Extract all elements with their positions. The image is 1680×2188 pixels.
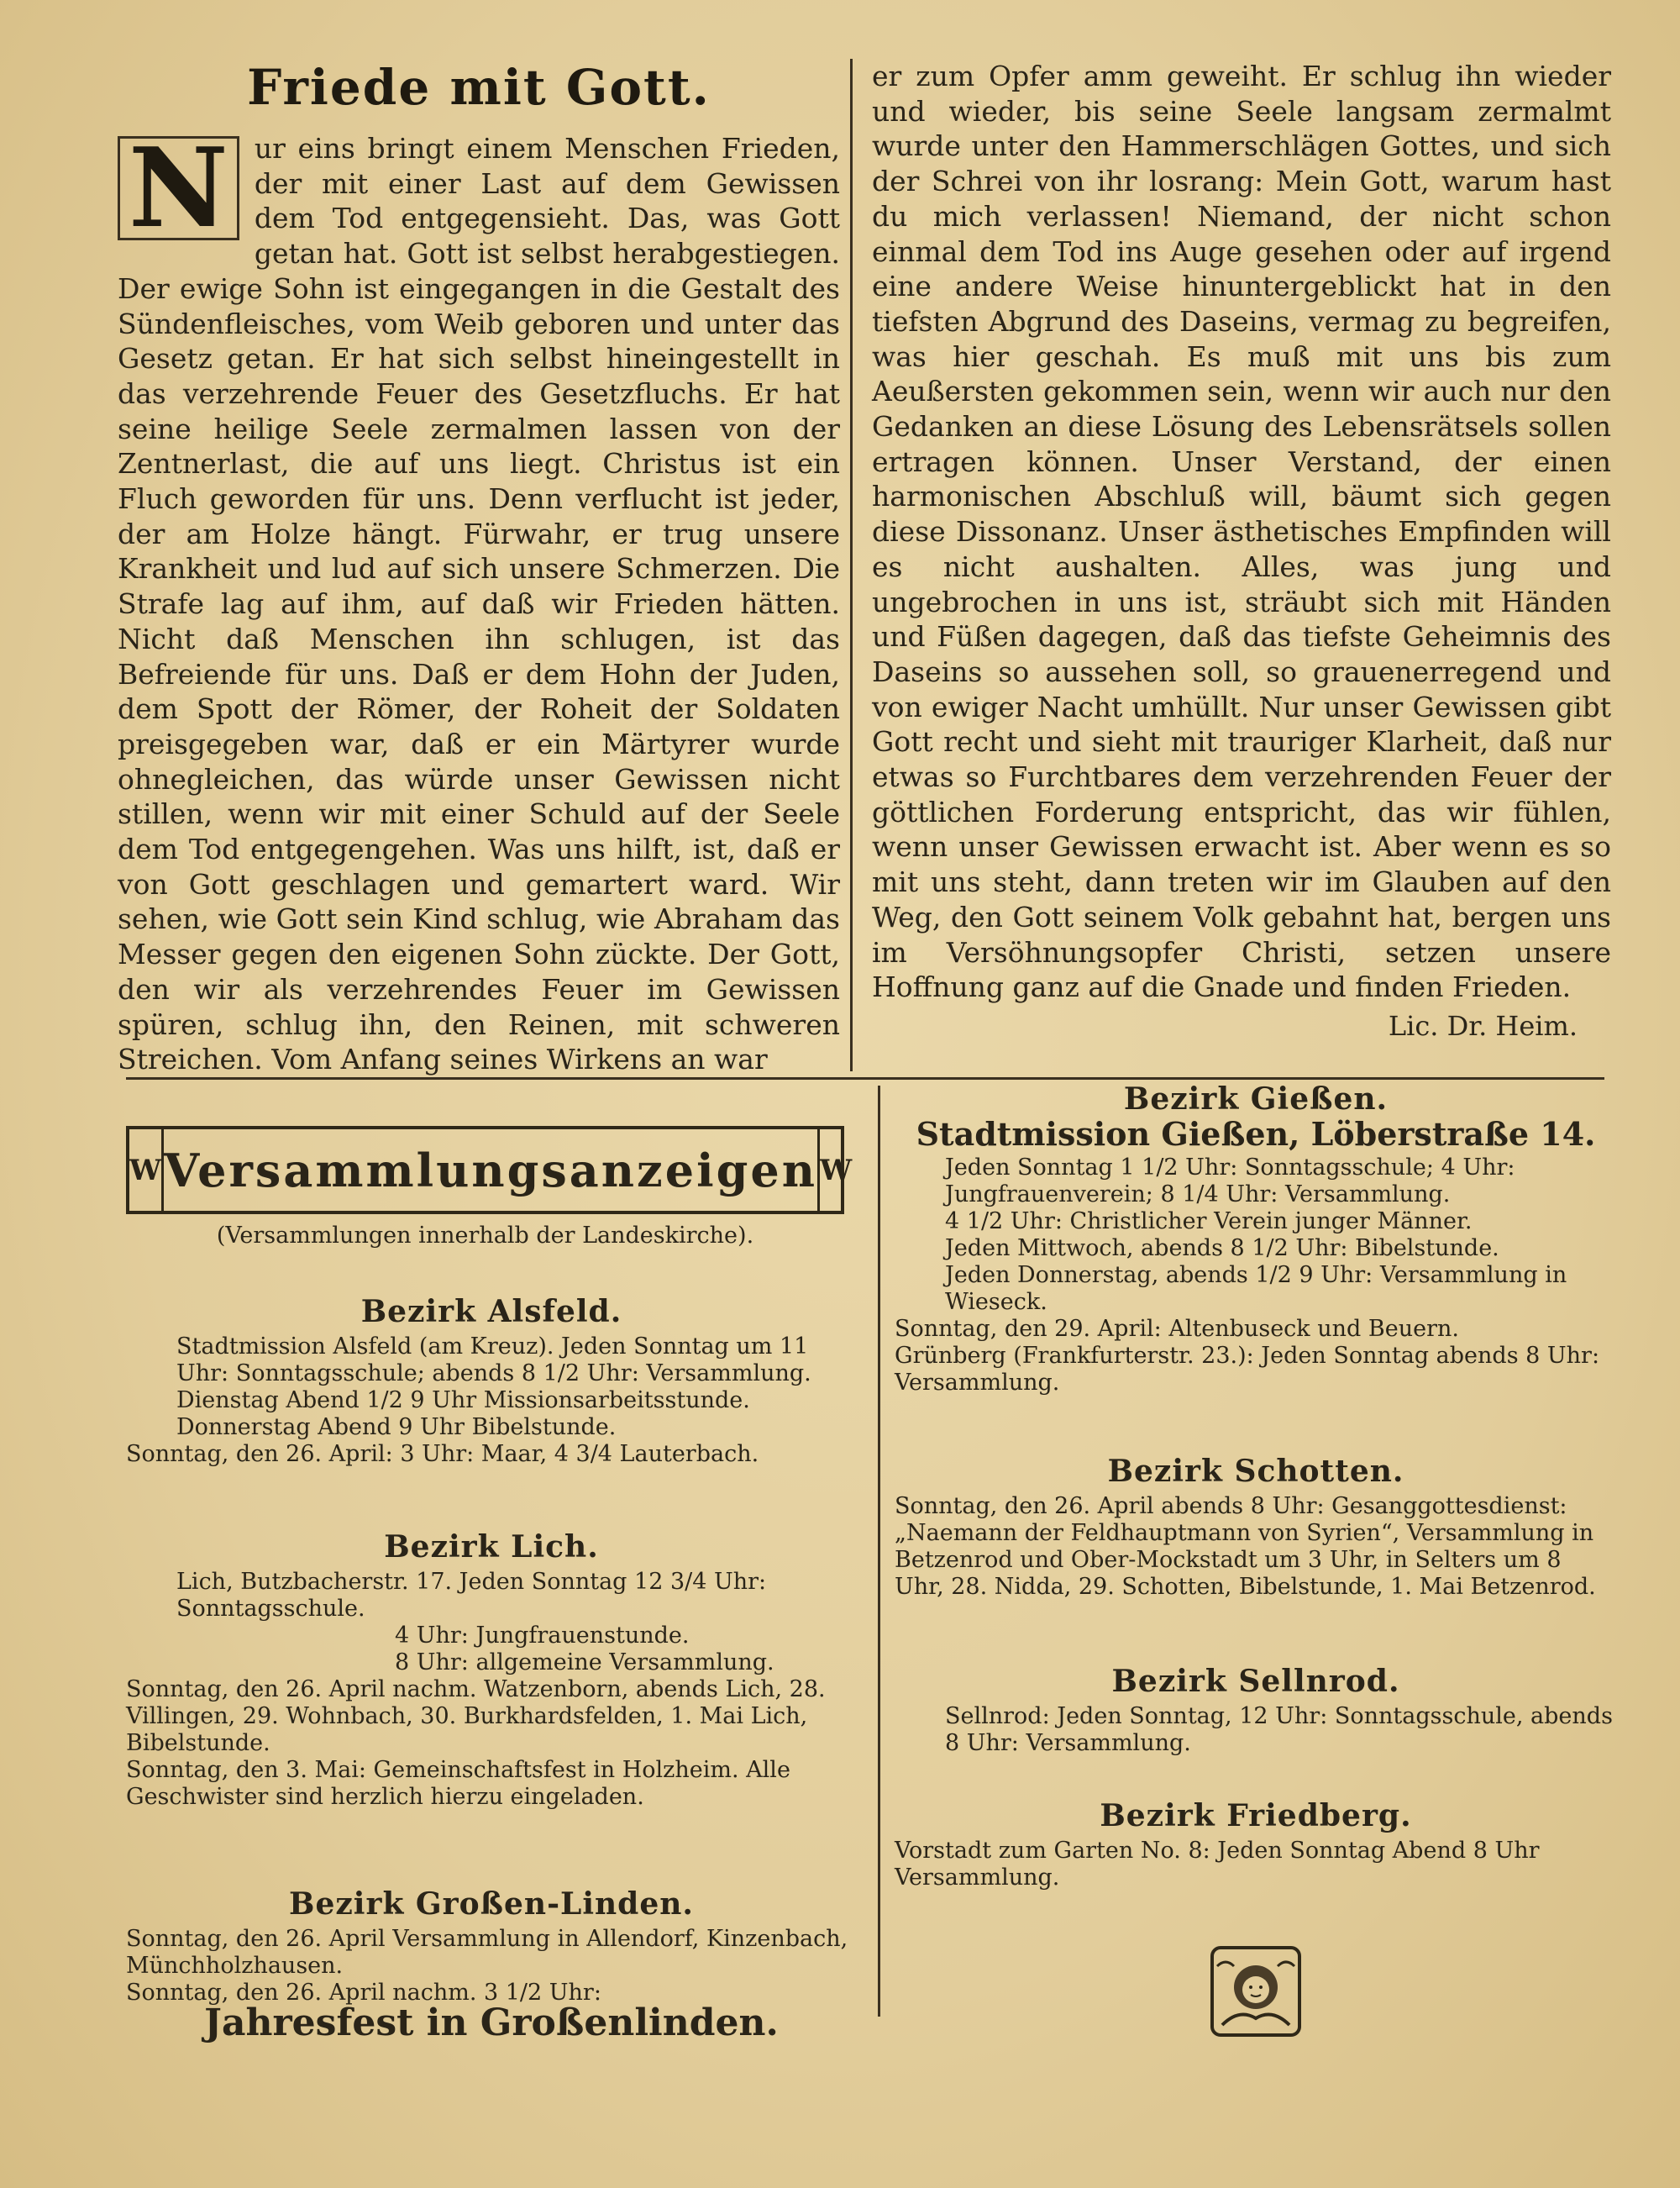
- section-giessen: [895, 1081, 1617, 1396]
- section-line: Sellnrod: Jeden Sonntag, 12 Uhr: Sonntagsschule, abends 8 Uhr: Versammlung.: [945, 1703, 1613, 1756]
- section-line: Sonntag, den 29. April: Altenbuseck und Beuern.: [895, 1316, 1459, 1342]
- section-line: 8 Uhr: allgemeine Versammlung.: [395, 1649, 774, 1675]
- section-line: Sonntag, den 3. Mai: Gemeinschaftsfest in Holzheim. Alle Geschwister sind herzlich hierzu eingeladen.: [126, 1757, 790, 1810]
- article-text-left: N ur eins bringt einem Menschen Frieden, der mit einer Last auf dem Gewissen dem Tod entgegensieht. Das, was Gott getan hat. Gott ist selbst herabgestiegen. Der ewige Sohn ist eingegangen in die Gestalt des Sündenfleisches, vom Weib geboren und unter das Gesetz getan. Er hat sich selbst hineingestellt in das verzehrende Feuer des Gesetzfluchs. Er hat seine heilige Seele zermalmen lassen von der Zentnerlast, die auf uns liegt. Christus ist ein Fluch geworden für uns. Denn verflucht ist jeder, der am Holze hängt. Fürwahr, er trug unsere Krankheit und lud auf sich unsere Schmerzen. Die Strafe lag auf ihm, auf daß wir Frieden hätten. Nicht daß Menschen ihn schlugen, ist das Befreiende für uns. Daß er dem Hohn der Juden, dem Spott der Römer, der Roheit der Soldaten preisgegeben war, daß er ein Märtyrer wurde ohnegleichen, das würde unser Gewissen nicht stillen, wenn wir mit einer Schuld auf der Seele dem Tod entgegengehen. Was uns hilft, ist, daß er von Gott geschlagen und gemartert ward. Wir sehen, wie Gott sein Kind schlug, wie Abraham das Messer gegen den eigenen Sohn zückte. Der Gott, den wir als verzehrendes Feuer im Gewissen spüren, schlug ihn, den Reinen, mit schweren Streichen. Vom Anfang seines Wirkens an war: [118, 124, 840, 1076]
- article-title: Friede mit Gott.: [247, 59, 711, 116]
- section-heading: Bezirk Großen-Linden.: [289, 1886, 694, 1922]
- section-line: 4 1/2 Uhr: Christlicher Verein junger Männer.: [945, 1208, 1473, 1234]
- banner-title: Versammlungsanzeigen: [164, 1143, 817, 1197]
- decorative-vignette-icon: [1205, 1941, 1306, 2042]
- section-line: Sonntag, den 26. April nachm. 3 1/2 Uhr:: [126, 1980, 601, 2006]
- announcements-banner: [126, 1126, 853, 1214]
- section-heading: Bezirk Schotten.: [1107, 1454, 1404, 1489]
- article-signature: Lic. Dr. Heim.: [1388, 1009, 1578, 1042]
- section-line: Lich, Butzbacherstr. 17. Jeden Sonntag 12 3/4 Uhr: Sonntagsschule.: [176, 1569, 767, 1622]
- dropcap-initial: N: [118, 136, 239, 240]
- section-lich: [126, 1529, 857, 1811]
- article-text-right: er zum Opfer amm geweiht. Er schlug ihn wieder und wieder, bis seine Seele langsam zermalmt wurde unter den Hammerschlägen Gottes, und sich der Schrei von ihr losrang: Mein Gott, warum hast du mich verlassen! Niemand, der nicht schon einmal dem Tod ins Auge gesehen oder auf irgend eine andere Weise hinuntergeblickt hat in den tiefsten Abgrund des Daseins, vermag zu begreifen, was hier geschah. Es muß mit uns bis zum Aeußersten gekommen sein, wenn wir auch nur den Gedanken an diese Lösung des Lebensrätsels sollen ertragen können. Unser Verstand, der einen harmonischen Abschluß will, bäumt sich gegen diese Dissonanz. Unser ästhetisches Empfinden will es nicht aushalten. Alles, was jung und ungebrochen in uns ist, sträubt sich mit Händen und Füßen dagegen, daß das tiefste Geheimnis des Daseins so aussehen soll, so grauenerregend und von ewiger Nacht umhüllt. Nur unser Gewissen gibt Gott recht und sieht mit trauriger Klarheit, daß nur etwas so Furchtbares dem verzehrenden Feuer der göttlichen Forderung entspricht, das wir fühlen, wenn unser Gewissen erwacht ist. Aber wenn es so mit uns steht, dann treten wir im Glauben auf den Weg, den Gott seinem Volk gebahnt hat, bergen uns im Versöhnungsopfer Christi, setzen unsere Hoffnung ganz auf die Gnade und finden Frieden.: [872, 60, 1611, 1004]
- section-subheading: Stadtmission Gießen, Löberstraße 14.: [916, 1115, 1596, 1153]
- section-line: Sonntag, den 26. April Versammlung in Allendorf, Kinzenbach, Münchholzhausen.: [126, 1926, 848, 1979]
- section-line: 4 Uhr: Jungfrauenstunde.: [395, 1623, 690, 1649]
- section-schotten: [895, 1454, 1617, 1601]
- section-highlight: Jahresfest in Großenlinden.: [204, 2001, 779, 2044]
- section-line: Grünberg (Frankfurterstr. 23.): Jeden Sonntag abends 8 Uhr: Versammlung.: [895, 1343, 1600, 1396]
- section-friedberg: [895, 1798, 1617, 1891]
- section-heading: Bezirk Gießen.: [1123, 1081, 1389, 1117]
- section-line: Sonntag, den 26. April nachm. Watzenborn, abends Lich, 28. Villingen, 29. Wohnbach, 30. Burkhardsfelden, 1. Mai Lich, Bibelstunde.: [126, 1676, 826, 1756]
- section-heading: Bezirk Sellnrod.: [1111, 1664, 1400, 1699]
- lower-column-divider: [878, 1086, 880, 2017]
- article-right-column: [872, 59, 1611, 1042]
- section-sellnrod: [895, 1664, 1617, 1757]
- column-divider: [850, 59, 853, 1071]
- section-line: Jeden Donnerstag, abends 1/2 9 Uhr: Versammlung in Wieseck.: [945, 1262, 1567, 1315]
- section-alsfeld: [126, 1294, 857, 1468]
- article-left-column: [118, 59, 840, 1077]
- section-heading: Bezirk Lich.: [384, 1529, 599, 1565]
- section-line: Sonntag, den 26. April abends 8 Uhr: Gesanggottesdienst: „Naemann der Feldhauptmann von Syrien“, Versammlung in Betzenrod und Ober-Mockstadt um 3 Uhr, in Selters um 8 Uhr, 28. Nidda, 29. Schotten, Bibelstunde, 1. Mai Betzenrod.: [895, 1493, 1596, 1600]
- banner-ornament-left: W: [129, 1129, 164, 1211]
- banner-subtitle: (Versammlungen innerhalb der Landeskirche).: [216, 1223, 754, 1249]
- section-heading: Bezirk Friedberg.: [1100, 1798, 1412, 1833]
- section-line: Vorstadt zum Garten No. 8: Jeden Sonntag Abend 8 Uhr Versammlung.: [895, 1838, 1540, 1891]
- section-line: Stadtmission Alsfeld (am Kreuz). Jeden Sonntag um 11 Uhr: Sonntagsschule; abends 8 1/2 Uhr: Versammlung. Dienstag Abend 1/2 9 Uhr Missionsarbeitsstunde. Donnerstag Abend 9 Uhr Bibelstunde.: [176, 1333, 811, 1440]
- banner-ornament-right: W: [817, 1129, 852, 1211]
- section-line: Sonntag, den 26. April: 3 Uhr: Maar, 4 3/4 Lauterbach.: [126, 1441, 759, 1467]
- section-line: Jeden Mittwoch, abends 8 1/2 Uhr: Bibelstunde.: [945, 1235, 1499, 1261]
- section-heading: Bezirk Alsfeld.: [360, 1294, 622, 1329]
- section-divider: [126, 1077, 1604, 1080]
- section-grossen-linden: [126, 1886, 857, 2044]
- section-line: Jeden Sonntag 1 1/2 Uhr: Sonntagsschule; 4 Uhr: Jungfrauenverein; 8 1/4 Uhr: Versammlung.: [945, 1154, 1515, 1207]
